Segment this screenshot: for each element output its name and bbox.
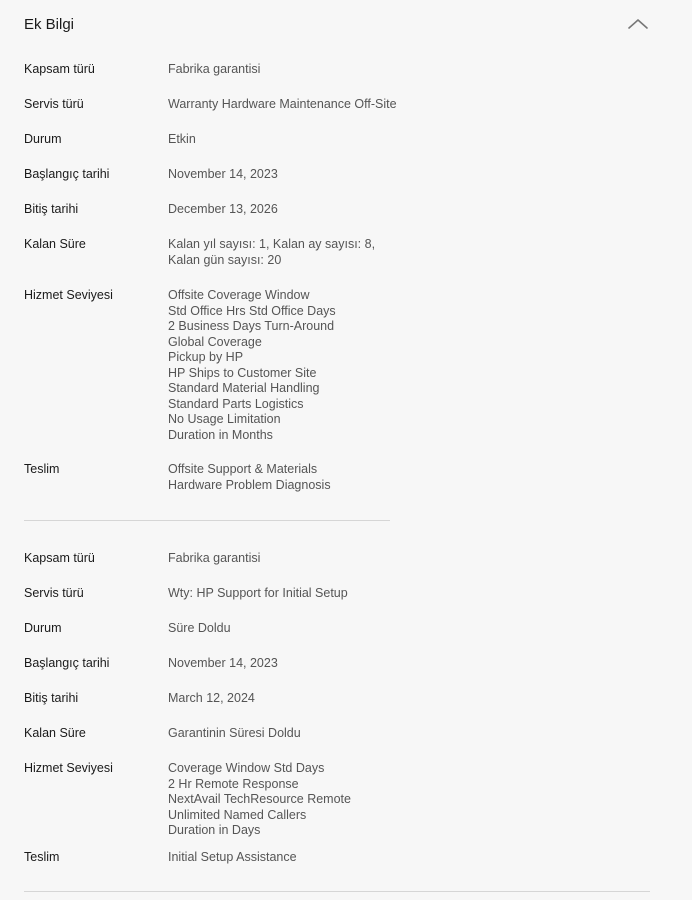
info-value-line: Fabrika garantisi [168,62,261,76]
info-value [168,202,278,218]
info-value [168,726,301,742]
panel-header[interactable] [24,0,668,50]
info-label: Kalan Süre [24,726,86,740]
info-label: Hizmet Seviyesi [24,288,113,302]
info-value [168,621,231,637]
info-label: Servis türü [24,586,84,600]
info-value-line: Std Office Hrs Std Office Days [168,303,336,318]
info-value [168,62,260,78]
info-row [24,726,301,742]
info-label: Başlangıç tarihi [24,656,110,670]
info-value-line: November 14, 2023 [168,167,278,181]
info-row [24,586,348,602]
section-divider [24,891,650,892]
info-value-line: Fabrika garantisi [168,551,261,565]
info-value-line: Offsite Support & Materials [168,462,318,476]
info-value [168,551,260,567]
info-row [24,691,255,707]
info-value-line: 2 Business Days Turn-Around [168,319,335,333]
info-row [24,62,260,78]
info-value [168,586,348,602]
info-value [168,656,278,672]
info-value-line: Garantinin Süresi Doldu [168,726,301,740]
info-row [24,167,278,183]
info-value-line: Warranty Hardware Maintenance Off-Site [168,97,397,111]
info-value-line: Initial Setup Assistance [168,850,297,864]
info-label: Kapsam türü [24,551,95,565]
info-value-line: Coverage Window Std Days [168,761,325,775]
info-value-line: 2 Hr Remote Response [168,776,299,791]
info-value [168,850,297,866]
info-value-line: December 13, 2026 [168,202,278,216]
info-row [24,132,196,148]
info-label: Bitiş tarihi [24,691,79,705]
info-value-line: NextAvail TechResource Remote [168,792,351,806]
info-value-line: Global Coverage [168,334,262,349]
info-label: Teslim [24,850,60,864]
info-value [168,691,255,707]
info-label: Kapsam türü [24,62,95,76]
info-value [168,237,375,268]
panel-title: Ek Bilgi [24,15,75,33]
info-value [168,761,351,839]
info-value-line: Pickup by HP [168,350,244,364]
info-row [24,462,331,493]
info-value [168,288,336,443]
info-row [24,761,351,839]
info-value-line: Wty: HP Support for Initial Setup [168,586,348,600]
info-value-line: Etkin [168,132,196,146]
info-row [24,237,375,268]
info-value-line: HP Ships to Customer Site [168,365,317,380]
info-value [168,462,331,493]
info-row [24,656,278,672]
info-value-line: Hardware Problem Diagnosis [168,477,331,492]
info-value-line: Duration in Days [168,823,261,837]
section-divider [24,520,390,521]
info-value [168,167,278,183]
info-value-line: Offsite Coverage Window [168,288,310,302]
info-label: Teslim [24,462,60,476]
info-label: Durum [24,621,62,635]
info-value-line: Standard Material Handling [168,381,320,395]
info-row [24,97,397,113]
info-row [24,621,231,637]
chevron-up-icon[interactable] [624,12,652,36]
info-value [168,132,196,148]
info-value-line: Duration in Months [168,427,273,442]
info-value-line: November 14, 2023 [168,656,278,670]
info-label: Kalan Süre [24,237,86,251]
info-value [168,97,397,113]
info-value-line: Süre Doldu [168,621,231,635]
info-value-line: March 12, 2024 [168,691,255,705]
info-row [24,850,297,866]
info-row [24,288,336,443]
info-label: Hizmet Seviyesi [24,761,113,775]
info-value-line: Kalan yıl sayısı: 1, Kalan ay sayısı: 8, [168,237,376,251]
info-row [24,551,260,567]
info-label: Durum [24,132,62,146]
info-value-line: Unlimited Named Callers [168,807,307,822]
info-row [24,202,278,218]
info-label: Başlangıç tarihi [24,167,110,181]
info-value-line: Standard Parts Logistics [168,396,304,411]
info-label: Servis türü [24,97,84,111]
info-value-line: No Usage Limitation [168,412,281,426]
info-value-line: Kalan gün sayısı: 20 [168,252,282,267]
info-label: Bitiş tarihi [24,202,79,216]
